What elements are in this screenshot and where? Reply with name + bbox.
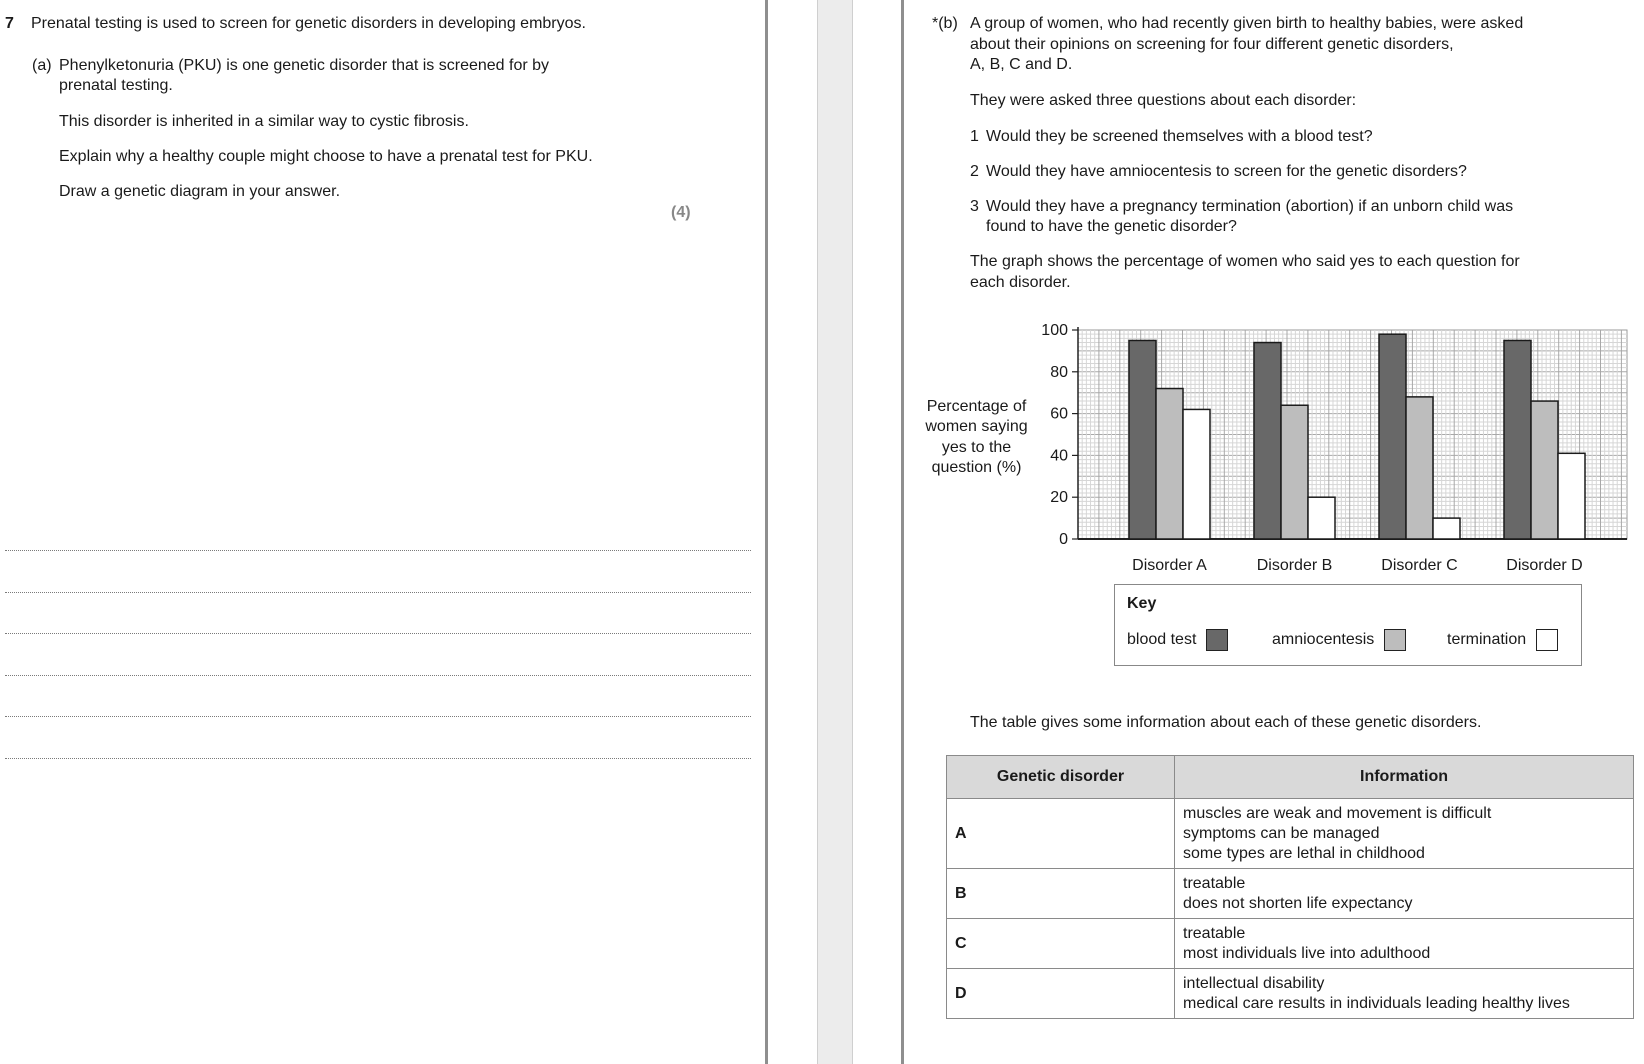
- bar-blood-test-disorder-d: [1504, 340, 1531, 539]
- question-3-number: 3: [970, 198, 979, 215]
- answer-line[interactable]: [5, 550, 751, 551]
- bar-termination-disorder-a: [1183, 409, 1210, 539]
- part-a-marks: (4): [671, 204, 691, 221]
- question-3-line2: found to have the genetic disorder?: [986, 218, 1237, 235]
- row-info: [1175, 919, 1634, 969]
- table-row: [947, 799, 1634, 869]
- swatch-termination: [1536, 629, 1558, 651]
- bar-blood-test-disorder-b: [1254, 343, 1281, 539]
- y-axis-label-line1: Percentage of: [926, 398, 1027, 415]
- question-1-number: 1: [970, 128, 979, 145]
- info-line: treatable: [1183, 874, 1246, 892]
- bar-termination-disorder-b: [1308, 497, 1335, 539]
- page-border-right: [901, 0, 904, 1064]
- bar-chart: [905, 315, 1635, 585]
- info-line: treatable: [1183, 924, 1246, 942]
- y-tick-label: 80: [1050, 363, 1068, 381]
- info-line: intellectual disability: [1183, 974, 1325, 992]
- question-2-text: Would they have amniocentesis to screen for the genetic disorders?: [986, 163, 1467, 180]
- part-b-asked: They were asked three questions about each disorder:: [970, 92, 1357, 109]
- table-row: [947, 919, 1634, 969]
- bar-amniocentesis-disorder-d: [1531, 401, 1558, 539]
- part-b-intro-line2: about their opinions on screening for four different genetic disorders,: [970, 36, 1454, 53]
- y-tick-label: 60: [1050, 405, 1068, 423]
- key-item-blood-test: [1127, 629, 1228, 651]
- row-letter: C: [947, 919, 1175, 969]
- row-info: [1175, 869, 1634, 919]
- table-header-row: [947, 756, 1634, 799]
- row-info: [1175, 969, 1634, 1019]
- key-item-termination: [1447, 629, 1558, 651]
- y-axis-label-line2: women saying: [925, 418, 1028, 435]
- bar-termination-disorder-d: [1558, 453, 1585, 539]
- part-a-explain: Explain why a healthy couple might choose to have a prenatal test for PKU.: [59, 148, 593, 165]
- x-category-label: Disorder B: [1256, 557, 1333, 574]
- part-b-intro-line1: A group of women, who had recently given birth to healthy babies, were asked: [970, 15, 1524, 32]
- part-a-inheritance: This disorder is inherited in a similar way to cystic fibrosis.: [59, 113, 469, 130]
- bar-blood-test-disorder-c: [1379, 334, 1406, 539]
- answer-line[interactable]: [5, 675, 751, 676]
- key-label-amniocentesis: amniocentesis: [1272, 631, 1375, 648]
- chart-key: [1114, 584, 1582, 666]
- question-2-number: 2: [970, 163, 979, 180]
- x-category-label: Disorder C: [1381, 557, 1458, 574]
- y-axis-label-line3: yes to the: [941, 439, 1012, 456]
- answer-line[interactable]: [5, 633, 751, 634]
- header-information: Information: [1175, 756, 1634, 799]
- question-1-text: Would they be screened themselves with a blood test?: [986, 128, 1373, 145]
- page-divider: [765, 0, 905, 1064]
- page-gutter: [817, 0, 853, 1064]
- question-3-line1: Would they have a pregnancy termination (abortion) if an unborn child was: [986, 198, 1514, 215]
- part-b-label: *(b): [932, 15, 958, 32]
- part-a-label: (a): [32, 57, 52, 74]
- info-line: symptoms can be managed: [1183, 824, 1380, 842]
- bar-termination-disorder-c: [1433, 518, 1460, 539]
- answer-line[interactable]: [5, 716, 751, 717]
- answer-line[interactable]: [5, 592, 751, 593]
- disorder-info-table: [946, 755, 1634, 1019]
- table-row: [947, 969, 1634, 1019]
- table-row: [947, 869, 1634, 919]
- bar-amniocentesis-disorder-a: [1156, 389, 1183, 539]
- bar-amniocentesis-disorder-c: [1406, 397, 1433, 539]
- x-category-label: Disorder D: [1506, 557, 1583, 574]
- y-axis-label-line4: question (%): [931, 459, 1022, 476]
- part-b-intro-line3: A, B, C and D.: [970, 56, 1073, 73]
- key-label-blood-test: blood test: [1127, 631, 1197, 648]
- y-tick-label: 0: [1059, 531, 1068, 548]
- row-info: [1175, 799, 1634, 869]
- info-line: does not shorten life expectancy: [1183, 894, 1413, 912]
- row-letter: B: [947, 869, 1175, 919]
- x-category-label: Disorder A: [1132, 557, 1207, 574]
- question-number: 7: [5, 15, 14, 32]
- question-intro: Prenatal testing is used to screen for genetic disorders in developing embryos.: [31, 15, 586, 32]
- info-line: muscles are weak and movement is difficult: [1183, 804, 1492, 822]
- left-page: [0, 0, 765, 1064]
- swatch-amniocentesis: [1384, 629, 1406, 651]
- info-line: most individuals live into adulthood: [1183, 944, 1431, 962]
- answer-line[interactable]: [5, 758, 751, 759]
- swatch-blood-test: [1206, 629, 1228, 651]
- table-intro: The table gives some information about each of these genetic disorders.: [970, 714, 1482, 731]
- info-line: some types are lethal in childhood: [1183, 844, 1425, 862]
- y-tick-label: 20: [1050, 489, 1068, 507]
- row-letter: A: [947, 799, 1175, 869]
- bar-blood-test-disorder-a: [1129, 340, 1156, 539]
- part-a-line2: prenatal testing.: [59, 77, 173, 94]
- page-border-left: [765, 0, 768, 1064]
- part-a-diagram-instruction: Draw a genetic diagram in your answer.: [59, 183, 341, 200]
- graph-intro-line2: each disorder.: [970, 274, 1071, 291]
- info-line: medical care results in individuals leading healthy lives: [1183, 994, 1570, 1012]
- y-tick-label: 40: [1050, 447, 1068, 465]
- bar-amniocentesis-disorder-b: [1281, 405, 1308, 539]
- header-genetic-disorder: Genetic disorder: [947, 756, 1175, 799]
- y-tick-label: 100: [1041, 322, 1068, 339]
- part-a-line1: Phenylketonuria (PKU) is one genetic disorder that is screened for by: [59, 57, 550, 74]
- row-letter: D: [947, 969, 1175, 1019]
- key-title: Key: [1127, 595, 1157, 612]
- key-item-amniocentesis: [1272, 629, 1406, 651]
- graph-intro-line1: The graph shows the percentage of women who said yes to each question for: [970, 253, 1520, 270]
- key-label-termination: termination: [1447, 631, 1527, 648]
